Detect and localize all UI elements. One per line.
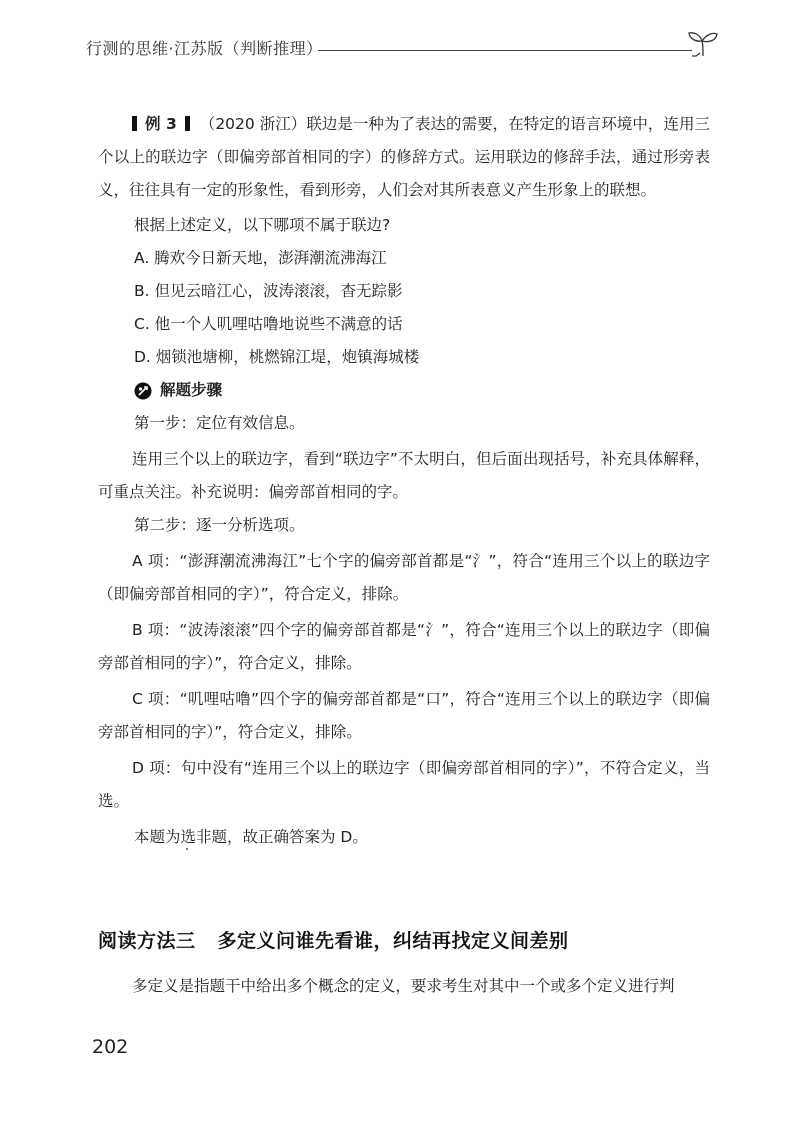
header-title: 行测的思维·江苏版（判断推理） [86,39,323,58]
analysis-d: D 项：句中没有“连用三个以上的联边字（即偏旁部首相同的字）”，不符合定义，当选。 [98,759,710,810]
section-body [98,970,710,1003]
section-label: 阅读方法三 [98,930,196,952]
example-text: 联边是一种为了表达的需要，在特定的语言环境中，连用三个以上的联边字（即偏旁部首相同的字）的修辞方式。运用联边的修辞手法，通过形旁表义，往往具有一定的形象性，看到形旁，人们会对其所表意义产生形象上的联想。 [98,115,710,199]
analysis-b: B 项：“波涛滚滚”四个字的偏旁部首都是“氵”，符合“连用三个以上的联边字（即偏旁部首相同的字）”，符合定义，排除。 [98,621,710,672]
analysis-c: C 项：“叽哩咕噜”四个字的偏旁部首都是“口”，符合“连用三个以上的联边字（即偏旁部首相同的字）”，符合定义，排除。 [98,690,710,741]
example-paragraph [98,108,710,207]
running-header [86,28,716,68]
section-heading [98,926,718,953]
print-speck [186,848,188,850]
option-b: B. 但见云暗江心，波涛滚滚，杳无踪影 [134,282,403,300]
step-1-text: 连用三个以上的联边字，看到“联边字”不太明白，但后面出现括号，补充具体解释，可重点关注。补充说明：偏旁部首相同的字。 [98,450,710,501]
solution-heading-row [98,374,710,407]
option-c: C. 他一个人叽哩咕噜地说些不满意的话 [134,315,403,333]
section-title: 多定义问谁先看谁，纠结再找定义间差别 [217,930,569,952]
example-marker-left [132,116,137,131]
header-rule [318,50,692,51]
example-label: 例 3 [145,115,177,133]
steps-icon [134,382,152,400]
step-1: 第一步：定位有效信息。 [134,414,305,432]
section-body-text: 多定义是指题干中给出多个概念的定义，要求考生对其中一个或多个定义进行判 [132,977,675,995]
option-a: A. 腾欢今日新天地，澎湃潮流沸海江 [134,249,387,267]
analysis-a: A 项：“澎湃潮流沸海江”七个字的偏旁部首都是“氵”，符合“连用三个以上的联边字（即偏旁部首相同的字）”，符合定义，排除。 [98,552,710,603]
step-2: 第二步：逐一分析选项。 [134,516,305,534]
main-content [98,108,710,854]
question-text: 根据上述定义，以下哪项不属于联边? [134,216,391,234]
conclusion: 本题为选非题，故正确答案为 D。 [134,828,368,846]
example-marker-right [185,116,190,131]
example-source: （2020 浙江） [199,115,307,133]
option-d: D. 烟锁池塘柳，桃燃锦江堤，炮镇海城楼 [134,348,420,366]
solution-heading: 解题步骤 [160,381,223,399]
sprout-icon [686,30,720,58]
page-number: 202 [92,1036,129,1058]
